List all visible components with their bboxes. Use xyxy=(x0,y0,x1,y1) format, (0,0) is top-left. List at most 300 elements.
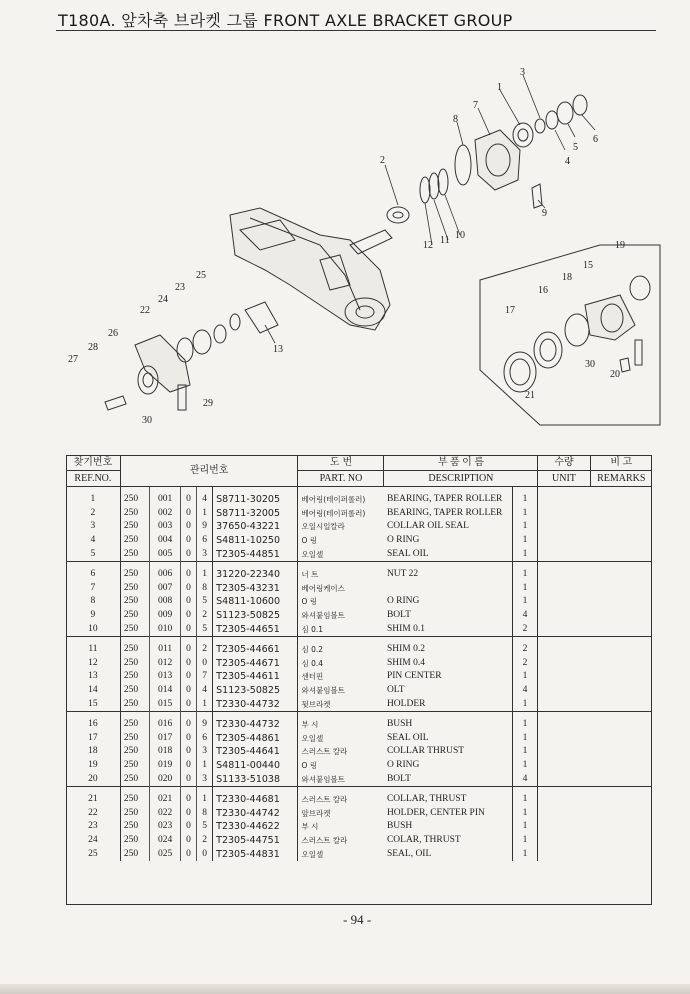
cell-unit: 1 xyxy=(512,732,538,746)
cell-remarks xyxy=(538,820,590,834)
parts-group xyxy=(66,636,652,711)
cell-part: T2330-44742 xyxy=(213,806,298,820)
cell-m2: 022 xyxy=(150,806,181,820)
table-row xyxy=(66,561,652,581)
callout-16: 16 xyxy=(538,285,548,296)
cell-ref: 16 xyxy=(66,711,120,731)
cell-part: T2305-44641 xyxy=(213,745,298,759)
cell-part: T2305-44671 xyxy=(213,657,298,671)
table-row xyxy=(66,711,652,731)
cell-m2: 016 xyxy=(150,711,181,731)
cell-ref: 19 xyxy=(66,759,120,773)
cell-ref: 11 xyxy=(66,636,120,656)
cell-unit: 1 xyxy=(512,806,538,820)
callout-13: 13 xyxy=(273,344,283,355)
cell-en: SEAL, OIL xyxy=(384,847,512,861)
cell-m2: 011 xyxy=(150,636,181,656)
header-remarks-kr: 비 고 xyxy=(590,455,652,471)
callout-7: 7 xyxy=(473,100,478,111)
cell-kr: 심 0.2 xyxy=(301,645,324,655)
cell-en: BEARING, TAPER ROLLER xyxy=(384,507,512,521)
table-row xyxy=(66,684,652,698)
cell-ref: 18 xyxy=(66,745,120,759)
table-row xyxy=(66,806,652,820)
cell-en: SHIM 0.1 xyxy=(384,622,512,636)
cell-en: COLAR, THRUST xyxy=(384,834,512,848)
table-row xyxy=(66,834,652,848)
cell-kr: 오일셀 xyxy=(301,733,324,743)
cell-part: S4811-00440 xyxy=(213,759,298,773)
cell-m2: 021 xyxy=(150,786,181,806)
cell-unit: 1 xyxy=(512,670,538,684)
callout-1: 1 xyxy=(497,82,502,93)
cell-unit: 1 xyxy=(512,786,538,806)
callout-12: 12 xyxy=(423,240,433,251)
title-rule xyxy=(56,30,656,31)
parts-table xyxy=(66,455,652,861)
cell-m1: 250 xyxy=(123,773,139,784)
callout-30b: 30 xyxy=(585,359,595,370)
cell-m1: 250 xyxy=(123,494,139,505)
table-row xyxy=(66,697,652,711)
cell-remarks xyxy=(538,622,590,636)
cell-ref: 23 xyxy=(66,820,120,834)
callout-17: 17 xyxy=(505,305,515,316)
cell-kr: 스러스트 칼라 xyxy=(301,795,348,805)
cell-m3: 0 xyxy=(180,609,196,623)
cell-m2: 020 xyxy=(150,772,181,786)
cell-en: COLLAR THRUST xyxy=(384,745,512,759)
cell-m2: 013 xyxy=(150,670,181,684)
cell-en: SEAL OIL xyxy=(384,732,512,746)
table-row xyxy=(66,670,652,684)
cell-m3: 0 xyxy=(180,534,196,548)
table-row xyxy=(66,772,652,786)
cell-unit: 1 xyxy=(512,820,538,834)
header-ref-kr: 찾기번호 xyxy=(66,455,120,471)
cell-part: T2330-44622 xyxy=(213,820,298,834)
cell-ref: 15 xyxy=(66,697,120,711)
cell-kr: 오일셀 xyxy=(301,849,324,859)
cell-remarks xyxy=(538,487,590,507)
cell-m2: 006 xyxy=(150,561,181,581)
cell-m3: 0 xyxy=(180,847,196,861)
cell-unit: 2 xyxy=(512,622,538,636)
cell-remarks xyxy=(538,834,590,848)
cell-kr: 앞브라켓 xyxy=(301,808,331,818)
table-row xyxy=(66,487,652,507)
cell-m2: 005 xyxy=(150,547,181,561)
cell-m3: 0 xyxy=(180,636,196,656)
cell-unit: 1 xyxy=(512,520,538,534)
cell-m1: 250 xyxy=(123,644,139,655)
callout-6: 6 xyxy=(593,134,598,145)
cell-remarks xyxy=(538,636,590,656)
cell-m4: 6 xyxy=(197,534,213,548)
cell-m2: 017 xyxy=(150,732,181,746)
cell-m3: 0 xyxy=(180,806,196,820)
cell-remarks xyxy=(538,609,590,623)
table-row xyxy=(66,595,652,609)
cell-m1: 250 xyxy=(123,507,139,518)
callout-11: 11 xyxy=(440,235,450,246)
cell-en: SHIM 0.4 xyxy=(384,657,512,671)
cell-remarks xyxy=(538,759,590,773)
cell-m1: 250 xyxy=(123,535,139,546)
cell-m4: 4 xyxy=(197,684,213,698)
cell-m3: 0 xyxy=(180,582,196,596)
cell-part: T2305-44661 xyxy=(213,636,298,656)
cell-en: O RING xyxy=(384,534,512,548)
cell-unit: 1 xyxy=(512,582,538,596)
cell-m1: 250 xyxy=(123,671,139,682)
cell-kr: 베어링케이스 xyxy=(301,583,345,593)
cell-en: BUSH xyxy=(384,711,512,731)
callout-4: 4 xyxy=(565,156,570,167)
cell-unit: 1 xyxy=(512,487,538,507)
table-row xyxy=(66,622,652,636)
cell-remarks xyxy=(538,582,590,596)
cell-m4: 0 xyxy=(197,657,213,671)
cell-remarks xyxy=(538,772,590,786)
cell-m3: 0 xyxy=(180,595,196,609)
callout-2: 2 xyxy=(380,155,385,166)
table-row xyxy=(66,609,652,623)
cell-kr: 와셔붙임볼트 xyxy=(301,611,345,621)
cell-m3: 0 xyxy=(180,657,196,671)
cell-en: BOLT xyxy=(384,609,512,623)
table-row xyxy=(66,547,652,561)
cell-m4: 8 xyxy=(197,582,213,596)
cell-kr: 심 0.1 xyxy=(301,624,324,634)
cell-m2: 018 xyxy=(150,745,181,759)
cell-en: NUT 22 xyxy=(384,561,512,581)
header-ref-en: REF.NO. xyxy=(66,471,120,487)
cell-m4: 9 xyxy=(197,711,213,731)
cell-kr: 베어링(테이퍼롤러) xyxy=(301,495,366,505)
cell-unit: 4 xyxy=(512,772,538,786)
cell-ref: 14 xyxy=(66,684,120,698)
cell-part: T2330-44732 xyxy=(213,711,298,731)
table-row xyxy=(66,534,652,548)
table-row xyxy=(66,657,652,671)
table-row xyxy=(66,759,652,773)
cell-ref: 9 xyxy=(66,609,120,623)
parts-group xyxy=(66,487,652,562)
callout-10: 10 xyxy=(455,230,465,241)
cell-unit: 2 xyxy=(512,657,538,671)
cell-kr: 심 0.4 xyxy=(301,658,324,668)
cell-m1: 250 xyxy=(123,732,139,743)
cell-unit: 1 xyxy=(512,711,538,731)
header-unit-en: UNIT xyxy=(538,471,590,487)
cell-kr: O 링 xyxy=(301,536,317,546)
cell-en: OLT xyxy=(384,684,512,698)
cell-m4: 2 xyxy=(197,609,213,623)
cell-m4: 1 xyxy=(197,786,213,806)
cell-m1: 250 xyxy=(123,582,139,593)
cell-part: S4811-10600 xyxy=(213,595,298,609)
table-row xyxy=(66,732,652,746)
table-row xyxy=(66,507,652,521)
callout-25: 25 xyxy=(196,270,206,281)
cell-remarks xyxy=(538,547,590,561)
cell-unit: 1 xyxy=(512,759,538,773)
cell-part: 37650-43221 xyxy=(213,520,298,534)
cell-part: T2305-44751 xyxy=(213,834,298,848)
cell-m1: 250 xyxy=(123,807,139,818)
cell-en xyxy=(384,582,512,596)
table-row xyxy=(66,520,652,534)
header-unit-kr: 수량 xyxy=(538,455,590,471)
parts-group xyxy=(66,561,652,636)
cell-unit: 4 xyxy=(512,684,538,698)
cell-m3: 0 xyxy=(180,711,196,731)
cell-m3: 0 xyxy=(180,507,196,521)
cell-m2: 014 xyxy=(150,684,181,698)
cell-m1: 250 xyxy=(123,834,139,845)
cell-remarks xyxy=(538,847,590,861)
cell-ref: 21 xyxy=(66,786,120,806)
cell-m1: 250 xyxy=(123,623,139,634)
cell-m1: 250 xyxy=(123,848,139,859)
cell-m4: 2 xyxy=(197,834,213,848)
cell-m1: 250 xyxy=(123,521,139,532)
callout-28: 28 xyxy=(88,342,98,353)
cell-part: S1123-50825 xyxy=(213,609,298,623)
callout-18: 18 xyxy=(562,272,572,283)
callout-30: 30 xyxy=(142,415,152,426)
cell-ref: 22 xyxy=(66,806,120,820)
cell-unit: 2 xyxy=(512,636,538,656)
callout-26: 26 xyxy=(108,328,118,339)
cell-part: S1123-50825 xyxy=(213,684,298,698)
cell-m2: 002 xyxy=(150,507,181,521)
cell-en: SHIM 0.2 xyxy=(384,636,512,656)
table-row xyxy=(66,847,652,861)
cell-unit: 1 xyxy=(512,507,538,521)
callout-22: 22 xyxy=(140,305,150,316)
cell-part: S8711-32005 xyxy=(213,507,298,521)
cell-ref: 20 xyxy=(66,772,120,786)
cell-m2: 025 xyxy=(150,847,181,861)
cell-kr: 뒷브라켓 xyxy=(301,699,331,709)
cell-m4: 7 xyxy=(197,670,213,684)
cell-m2: 015 xyxy=(150,697,181,711)
cell-unit: 1 xyxy=(512,561,538,581)
cell-en: COLLAR, THRUST xyxy=(384,786,512,806)
cell-m4: 1 xyxy=(197,561,213,581)
cell-m2: 023 xyxy=(150,820,181,834)
cell-m2: 024 xyxy=(150,834,181,848)
cell-remarks xyxy=(538,657,590,671)
cell-m4: 1 xyxy=(197,759,213,773)
table-row xyxy=(66,786,652,806)
cell-unit: 1 xyxy=(512,534,538,548)
cell-en: HOLDER xyxy=(384,697,512,711)
cell-m3: 0 xyxy=(180,561,196,581)
cell-en: BEARING, TAPER ROLLER xyxy=(384,487,512,507)
exploded-parts-diagram xyxy=(20,40,670,450)
callout-27: 27 xyxy=(68,354,78,365)
cell-kr: 센터핀 xyxy=(301,672,324,682)
cell-m1: 250 xyxy=(123,596,139,607)
header-desc-kr: 부 품 이 름 xyxy=(384,455,538,471)
cell-part: S8711-30205 xyxy=(213,487,298,507)
cell-kr: 스러스트 칼라 xyxy=(301,747,348,757)
cell-remarks xyxy=(538,745,590,759)
table-row xyxy=(66,745,652,759)
cell-m3: 0 xyxy=(180,684,196,698)
cell-m2: 009 xyxy=(150,609,181,623)
cell-en: COLLAR OIL SEAL xyxy=(384,520,512,534)
cell-part: T2305-44861 xyxy=(213,732,298,746)
page-number: - 94 - xyxy=(343,912,372,927)
parts-group xyxy=(66,786,652,860)
callout-29: 29 xyxy=(203,398,213,409)
cell-m1: 250 xyxy=(123,657,139,668)
cell-m3: 0 xyxy=(180,697,196,711)
cell-m3: 0 xyxy=(180,732,196,746)
cell-kr: 너 트 xyxy=(301,570,319,580)
cell-en: BOLT xyxy=(384,772,512,786)
cell-ref: 17 xyxy=(66,732,120,746)
cell-m3: 0 xyxy=(180,834,196,848)
cell-part: T2330-44681 xyxy=(213,786,298,806)
header-remarks-en: REMARKS xyxy=(590,471,652,487)
cell-ref: 4 xyxy=(66,534,120,548)
cell-part: T2305-43231 xyxy=(213,582,298,596)
cell-ref: 24 xyxy=(66,834,120,848)
cell-ref: 6 xyxy=(66,561,120,581)
cell-remarks xyxy=(538,595,590,609)
cell-kr: O 링 xyxy=(301,597,317,607)
cell-m1: 250 xyxy=(123,821,139,832)
cell-ref: 12 xyxy=(66,657,120,671)
header-mgmt-kr: 관리번호 xyxy=(120,455,298,487)
cell-m2: 019 xyxy=(150,759,181,773)
cell-part: T2305-44651 xyxy=(213,622,298,636)
scan-edge xyxy=(0,984,690,994)
cell-m2: 007 xyxy=(150,582,181,596)
cell-m4: 0 xyxy=(197,847,213,861)
cell-remarks xyxy=(538,534,590,548)
cell-unit: 1 xyxy=(512,697,538,711)
parts-group xyxy=(66,711,652,786)
cell-kr: 와셔붙임볼트 xyxy=(301,774,345,784)
callout-9: 9 xyxy=(542,208,547,219)
cell-m4: 9 xyxy=(197,520,213,534)
cell-remarks xyxy=(538,697,590,711)
cell-m1: 250 xyxy=(123,569,139,580)
cell-ref: 8 xyxy=(66,595,120,609)
cell-m3: 0 xyxy=(180,820,196,834)
cell-remarks xyxy=(538,786,590,806)
header-desc-en: DESCRIPTION xyxy=(384,471,538,487)
cell-m4: 1 xyxy=(197,697,213,711)
callout-20: 20 xyxy=(610,369,620,380)
cell-ref: 1 xyxy=(66,487,120,507)
cell-remarks xyxy=(538,507,590,521)
cell-m4: 4 xyxy=(197,487,213,507)
cell-remarks xyxy=(538,711,590,731)
cell-en: HOLDER, CENTER PIN xyxy=(384,806,512,820)
cell-m4: 5 xyxy=(197,820,213,834)
cell-ref: 3 xyxy=(66,520,120,534)
cell-en: SEAL OIL xyxy=(384,547,512,561)
cell-en: PIN CENTER xyxy=(384,670,512,684)
cell-remarks xyxy=(538,684,590,698)
table-row xyxy=(66,820,652,834)
cell-m3: 0 xyxy=(180,520,196,534)
cell-m3: 0 xyxy=(180,745,196,759)
cell-m3: 0 xyxy=(180,670,196,684)
cell-m1: 250 xyxy=(123,794,139,805)
cell-kr: 오일셀 xyxy=(301,549,324,559)
cell-m2: 012 xyxy=(150,657,181,671)
page-title: T180A. 앞차축 브라켓 그룹 FRONT AXLE BRACKET GROUP xyxy=(58,11,513,30)
cell-unit: 4 xyxy=(512,609,538,623)
cell-remarks xyxy=(538,806,590,820)
cell-ref: 10 xyxy=(66,622,120,636)
cell-ref: 13 xyxy=(66,670,120,684)
cell-m3: 0 xyxy=(180,622,196,636)
callout-23: 23 xyxy=(175,282,185,293)
cell-m1: 250 xyxy=(123,759,139,770)
cell-m3: 0 xyxy=(180,547,196,561)
cell-m1: 250 xyxy=(123,746,139,757)
header-part-kr: 도 번 xyxy=(298,455,384,471)
cell-m4: 5 xyxy=(197,595,213,609)
cell-part: S1133-51038 xyxy=(213,772,298,786)
callout-8: 8 xyxy=(453,114,458,125)
cell-kr: 스러스트 칼라 xyxy=(301,835,348,845)
cell-m4: 2 xyxy=(197,636,213,656)
cell-unit: 1 xyxy=(512,745,538,759)
cell-ref: 5 xyxy=(66,547,120,561)
cell-en: O RING xyxy=(384,595,512,609)
cell-m3: 0 xyxy=(180,786,196,806)
header-part-en: PART. NO xyxy=(298,471,384,487)
cell-kr: 부 시 xyxy=(301,822,319,832)
cell-m1: 250 xyxy=(123,698,139,709)
cell-m4: 3 xyxy=(197,772,213,786)
cell-m4: 8 xyxy=(197,806,213,820)
cell-en: O RING xyxy=(384,759,512,773)
cell-remarks xyxy=(538,670,590,684)
cell-kr: 오일시일칼라 xyxy=(301,522,345,532)
cell-unit: 1 xyxy=(512,847,538,861)
callout-5: 5 xyxy=(573,142,578,153)
cell-unit: 1 xyxy=(512,595,538,609)
cell-part: 31220-22340 xyxy=(213,561,298,581)
callout-24: 24 xyxy=(158,294,168,305)
cell-kr: 부 시 xyxy=(301,720,319,730)
cell-m4: 6 xyxy=(197,732,213,746)
cell-m1: 250 xyxy=(123,548,139,559)
table-row xyxy=(66,582,652,596)
cell-part: T2305-44611 xyxy=(213,670,298,684)
cell-kr: O 링 xyxy=(301,760,317,770)
table-row xyxy=(66,636,652,656)
cell-part: T2305-44851 xyxy=(213,547,298,561)
cell-ref: 25 xyxy=(66,847,120,861)
cell-m2: 010 xyxy=(150,622,181,636)
cell-m2: 008 xyxy=(150,595,181,609)
callout-19: 19 xyxy=(615,240,625,251)
cell-m2: 004 xyxy=(150,534,181,548)
cell-unit: 1 xyxy=(512,547,538,561)
